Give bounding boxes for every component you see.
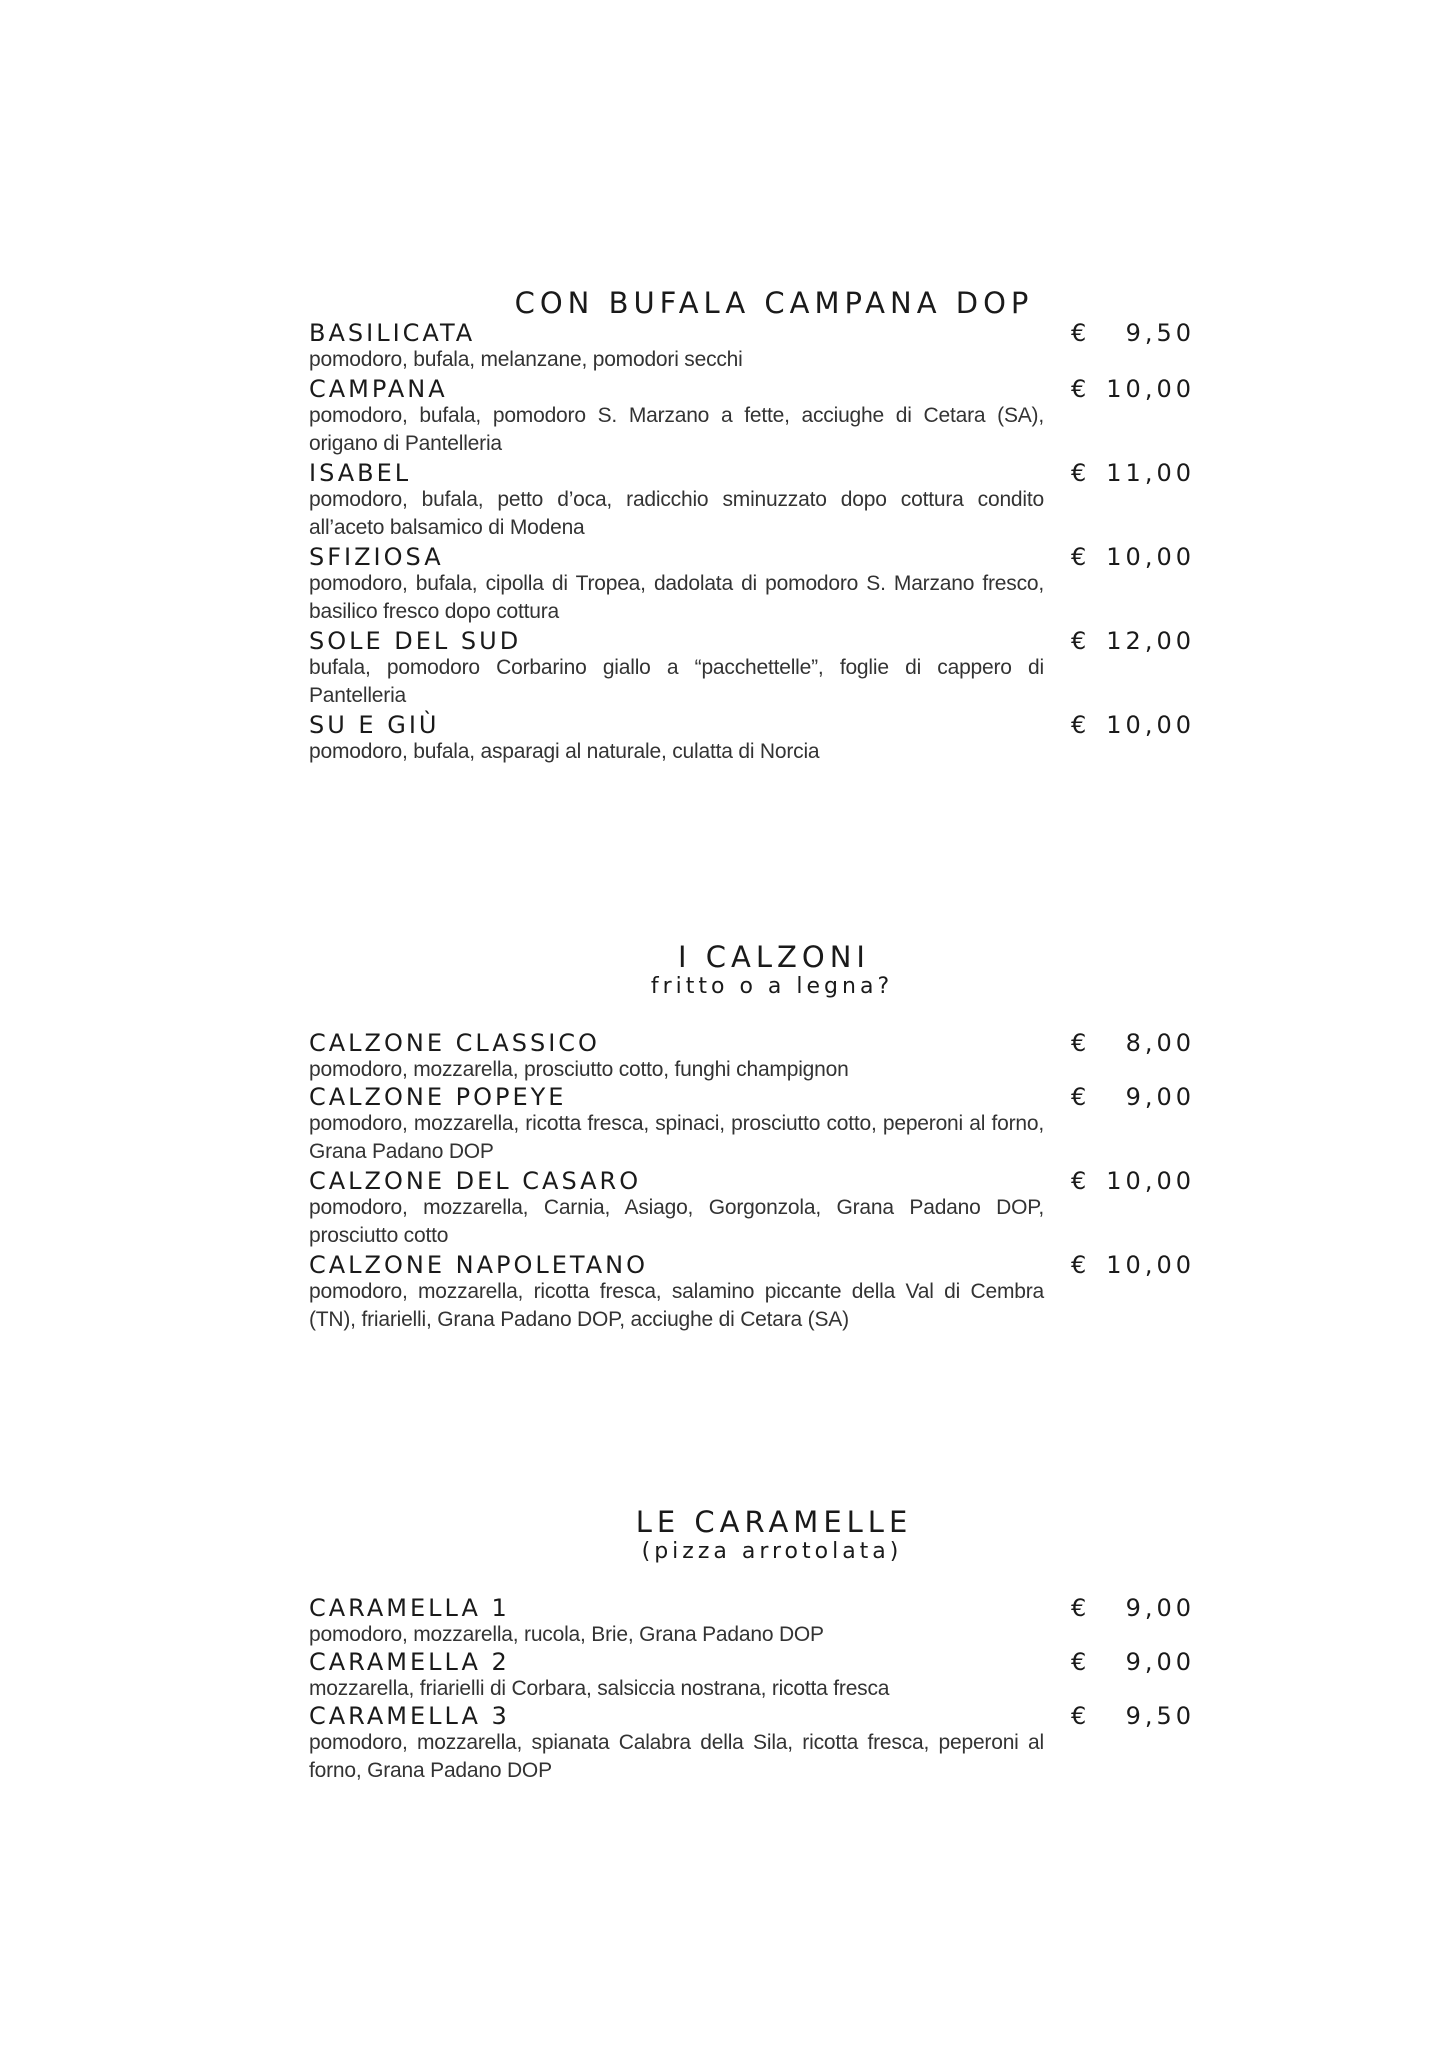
price-amount: 11,00 <box>1106 459 1195 487</box>
item-description: pomodoro, bufala, cipolla di Tropea, dadolata di pomodoro S. Marzano fresco, basilico fresco dopo cottura <box>309 572 1044 623</box>
euro-sign: € <box>1071 1648 1091 1676</box>
euro-sign: € <box>1071 459 1091 487</box>
item-name: CALZONE NAPOLETANO <box>309 1251 648 1279</box>
item-name: CALZONE POPEYE <box>309 1083 567 1111</box>
menu-item-sole-del-sud <box>309 628 1195 710</box>
item-price <box>1071 1649 1195 1675</box>
price-amount: 10,00 <box>1106 543 1195 571</box>
menu-item-sfiziosa <box>309 544 1195 626</box>
menu-item-calzone-del-casaro <box>309 1168 1195 1250</box>
item-price <box>1071 376 1195 402</box>
price-amount: 9,50 <box>1125 1702 1195 1730</box>
item-name: SFIZIOSA <box>309 543 444 571</box>
item-name: CALZONE CLASSICO <box>309 1029 600 1057</box>
price-amount: 9,00 <box>1125 1648 1195 1676</box>
menu-item-campana <box>309 376 1195 458</box>
euro-sign: € <box>1071 1594 1091 1622</box>
item-name: CARAMELLA 3 <box>309 1702 510 1730</box>
item-price <box>1071 1703 1195 1729</box>
item-name: CAMPANA <box>309 375 448 403</box>
section-bufala <box>309 286 1195 766</box>
section-subtitle: fritto o a legna? <box>650 974 894 999</box>
item-price <box>1071 712 1195 738</box>
menu-item-isabel <box>309 460 1195 542</box>
euro-sign: € <box>1071 1029 1091 1057</box>
item-price <box>1071 460 1195 486</box>
item-name: BASILICATA <box>309 319 476 347</box>
item-name: CARAMELLA 2 <box>309 1648 510 1676</box>
item-price <box>1071 320 1195 346</box>
price-amount: 10,00 <box>1106 711 1195 739</box>
menu-item-calzone-napoletano <box>309 1252 1195 1334</box>
menu-item-caramella-2 <box>309 1649 1195 1703</box>
price-amount: 9,00 <box>1125 1594 1195 1622</box>
item-name: CALZONE DEL CASARO <box>309 1167 642 1195</box>
item-price <box>1071 628 1195 654</box>
menu-item-calzone-popeye <box>309 1084 1195 1166</box>
item-price <box>1071 544 1195 570</box>
item-name: ISABEL <box>309 459 412 487</box>
menu-item-caramella-3 <box>309 1703 1195 1785</box>
item-description: pomodoro, mozzarella, ricotta fresca, spinaci, prosciutto cotto, peperoni al forno, Grana Padano DOP <box>309 1112 1044 1163</box>
price-amount: 10,00 <box>1106 375 1195 403</box>
item-price <box>1071 1595 1195 1621</box>
price-amount: 8,00 <box>1125 1029 1195 1057</box>
price-amount: 12,00 <box>1106 627 1195 655</box>
euro-sign: € <box>1071 375 1091 403</box>
euro-sign: € <box>1071 1702 1091 1730</box>
price-amount: 10,00 <box>1106 1167 1195 1195</box>
euro-sign: € <box>1071 711 1091 739</box>
item-price <box>1071 1168 1195 1194</box>
item-name: CARAMELLA 1 <box>309 1594 510 1622</box>
item-description: pomodoro, mozzarella, ricotta fresca, salamino piccante della Val di Cembra (TN), friarielli, Grana Padano DOP, acciughe di Cetara (SA) <box>309 1280 1044 1331</box>
item-description: bufala, pomodoro Corbarino giallo a “pacchettelle”, foglie di cappero di Pantelleria <box>309 656 1044 707</box>
euro-sign: € <box>1071 319 1091 347</box>
price-amount: 9,00 <box>1125 1083 1195 1111</box>
section-subtitle: (pizza arrotolata) <box>641 1539 903 1564</box>
euro-sign: € <box>1071 1167 1091 1195</box>
menu-item-basilicata <box>309 320 1195 374</box>
menu-item-caramella-1 <box>309 1595 1195 1649</box>
item-description: pomodoro, bufala, melanzane, pomodori secchi <box>309 348 743 371</box>
item-description: pomodoro, bufala, asparagi al naturale, culatta di Norcia <box>309 740 820 763</box>
item-price <box>1071 1084 1195 1110</box>
item-price <box>1071 1252 1195 1278</box>
item-description: mozzarella, friarielli di Corbara, salsiccia nostrana, ricotta fresca <box>309 1677 890 1700</box>
item-description: pomodoro, bufala, petto d’oca, radicchio sminuzzato dopo cottura condito all’aceto balsamico di Modena <box>309 488 1044 539</box>
price-amount: 9,50 <box>1125 319 1195 347</box>
section-caramelle <box>309 1505 1195 1785</box>
item-description: pomodoro, mozzarella, spianata Calabra della Sila, ricotta fresca, peperoni al forno, Grana Padano DOP <box>309 1731 1044 1782</box>
euro-sign: € <box>1071 543 1091 571</box>
item-description: pomodoro, mozzarella, Carnia, Asiago, Gorgonzola, Grana Padano DOP, prosciutto cotto <box>309 1196 1044 1247</box>
menu-item-su-e-giu <box>309 712 1195 766</box>
section-calzoni <box>309 940 1195 1334</box>
euro-sign: € <box>1071 627 1091 655</box>
item-name: SOLE DEL SUD <box>309 627 522 655</box>
item-price <box>1071 1030 1195 1056</box>
item-name: SU E GIÙ <box>309 711 440 739</box>
section-title: LE CARAMELLE <box>635 1505 913 1539</box>
section-title: CON BUFALA CAMPANA DOP <box>514 286 1034 320</box>
euro-sign: € <box>1071 1251 1091 1279</box>
price-amount: 10,00 <box>1106 1251 1195 1279</box>
item-description: pomodoro, mozzarella, rucola, Brie, Grana Padano DOP <box>309 1623 824 1646</box>
item-description: pomodoro, bufala, pomodoro S. Marzano a fette, acciughe di Cetara (SA), origano di Pantelleria <box>309 404 1044 455</box>
section-title: I CALZONI <box>678 940 870 974</box>
item-description: pomodoro, mozzarella, prosciutto cotto, funghi champignon <box>309 1058 849 1081</box>
euro-sign: € <box>1071 1083 1091 1111</box>
menu-item-calzone-classico <box>309 1030 1195 1084</box>
